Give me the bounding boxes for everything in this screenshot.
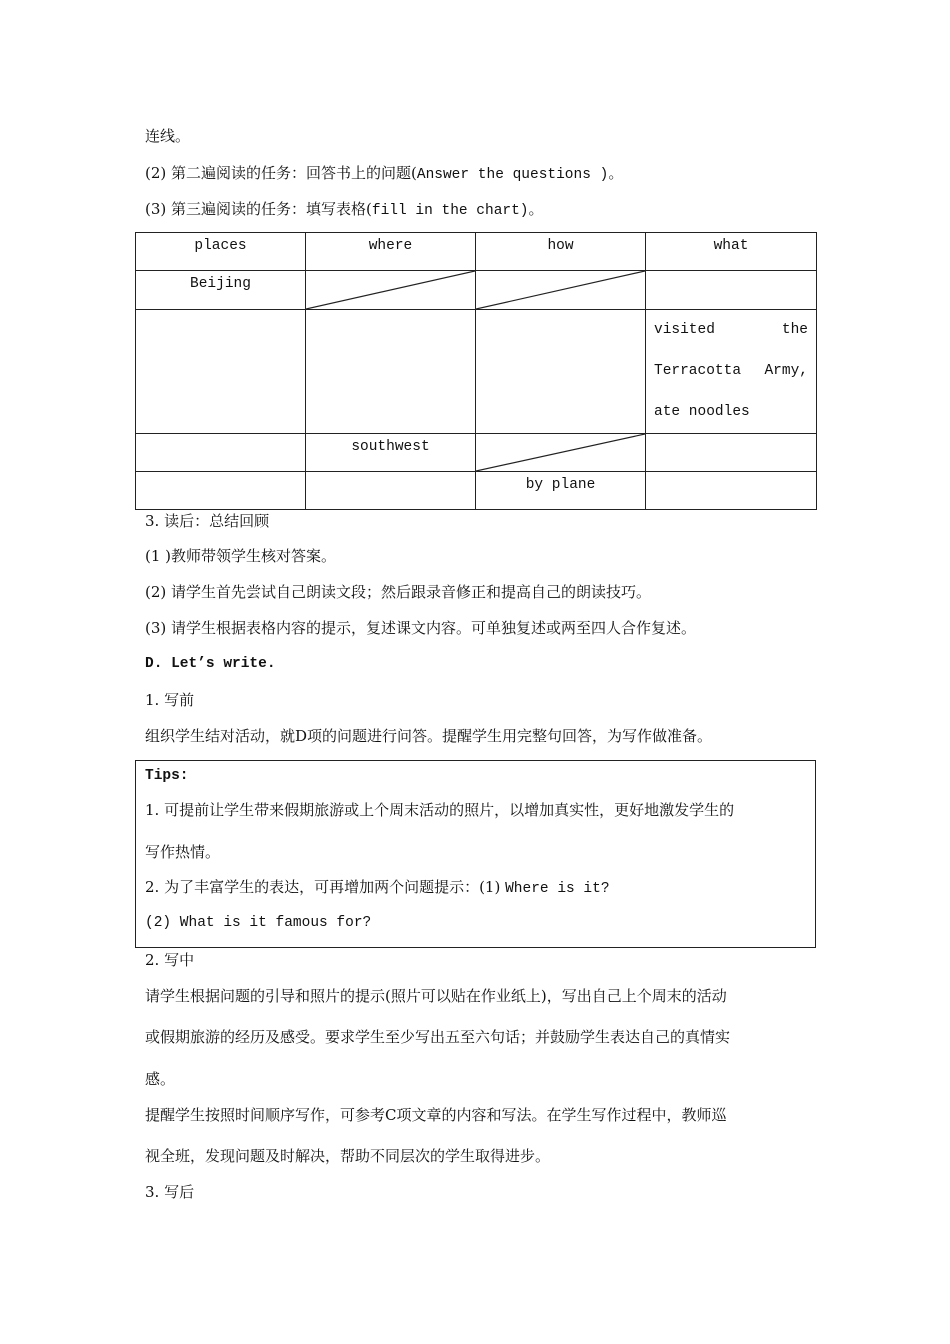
table-row xyxy=(136,271,817,310)
cell-where-empty xyxy=(306,310,476,434)
cell-where-crossed xyxy=(306,271,476,310)
cell-what-empty xyxy=(646,271,817,310)
table-row xyxy=(136,472,817,510)
header-places: places xyxy=(136,233,306,271)
cell-where-empty xyxy=(306,472,476,510)
third-reading-code: fill in the chart) xyxy=(371,203,529,219)
third-reading-suffix: 。 xyxy=(528,200,544,218)
what-line-3: ate noodles xyxy=(654,404,750,420)
tips-line-4: (2) What is it famous for? xyxy=(145,915,372,931)
cell-what-empty xyxy=(646,434,817,472)
during-p1-line-3: 感。 xyxy=(145,1070,176,1088)
during-p2-line-2: 视全班，发现问题及时解决，帮助不同层次的学生取得进步。 xyxy=(145,1147,551,1165)
pre-writing-title: 1. 写前 xyxy=(145,691,195,709)
after-reading-item-1: (1 )教师带领学生核对答案。 xyxy=(145,547,337,565)
pre-writing-text: 组织学生结对活动，就D项的问题进行问答。提醒学生用完整句回答，为写作做准备。 xyxy=(145,727,713,745)
diagonal-line xyxy=(306,271,475,309)
second-reading-suffix: 。 xyxy=(608,164,624,182)
tips-line-2: 写作热情。 xyxy=(145,843,221,861)
table-row xyxy=(136,434,817,472)
third-reading-prefix: (3) 第三遍阅读的任务：填写表格( xyxy=(145,200,372,218)
cell-places-beijing: Beijing xyxy=(136,271,306,310)
what-line-1: visited the xyxy=(654,322,808,338)
cell-how-crossed xyxy=(476,434,646,472)
table-header-row xyxy=(136,233,817,271)
cell-where-southwest: southwest xyxy=(306,434,476,472)
what-line-2: Terracotta Army, xyxy=(654,363,808,379)
tips-box xyxy=(135,760,816,948)
cell-what-terracotta xyxy=(646,310,817,434)
diagonal-line xyxy=(476,271,645,309)
during-writing-title: 2. 写中 xyxy=(145,951,195,969)
after-reading-title: 3. 读后：总结回顾 xyxy=(145,512,270,530)
second-reading-task xyxy=(145,163,623,185)
after-writing-title: 3. 写后 xyxy=(145,1183,195,1201)
tips-line-1: 1. 可提前让学生带来假期旅游或上个周末活动的照片，以增加真实性，更好地激发学生的 xyxy=(145,801,735,819)
section-heading-write: D. Let’s write. xyxy=(145,656,276,672)
cell-how-empty xyxy=(476,310,646,434)
text-line-connect: 连线。 xyxy=(145,127,191,145)
during-p1-line-2: 或假期旅游的经历及感受。要求学生至少写出五至六句话；并鼓励学生表达自己的真情实 xyxy=(145,1028,731,1046)
second-reading-code: Answer the questions ) xyxy=(416,167,609,183)
cell-how-by-plane: by plane xyxy=(476,472,646,510)
second-reading-prefix: (2) 第二遍阅读的任务：回答书上的问题( xyxy=(145,164,417,182)
cell-places-empty xyxy=(136,310,306,434)
cell-places-empty xyxy=(136,434,306,472)
tips-line-3: 2. 为了丰富学生的表达，可再增加两个问题提示：(1) Where is it? xyxy=(145,878,610,897)
cell-how-crossed xyxy=(476,271,646,310)
diagonal-line xyxy=(476,434,645,471)
cell-what-empty xyxy=(646,472,817,510)
after-reading-item-3: (3) 请学生根据表格内容的提示，复述课文内容。可单独复述或两至四人合作复述。 xyxy=(145,619,697,637)
fill-in-chart xyxy=(135,232,817,510)
tips-title: Tips: xyxy=(145,768,189,784)
cell-places-empty xyxy=(136,472,306,510)
after-reading-item-2: (2) 请学生首先尝试自己朗读文段；然后跟录音修正和提高自己的朗读技巧。 xyxy=(145,583,652,601)
header-what: what xyxy=(646,233,817,271)
header-how: how xyxy=(476,233,646,271)
third-reading-task xyxy=(145,199,544,221)
during-p1-line-1: 请学生根据问题的引导和照片的提示(照片可以贴在作业纸上)，写出自己上个周末的活动 xyxy=(145,987,727,1005)
table-row xyxy=(136,310,817,434)
during-p2-line-1: 提醒学生按照时间顺序写作，可参考C项文章的内容和写法。在学生写作过程中，教师巡 xyxy=(145,1106,727,1124)
header-where: where xyxy=(306,233,476,271)
